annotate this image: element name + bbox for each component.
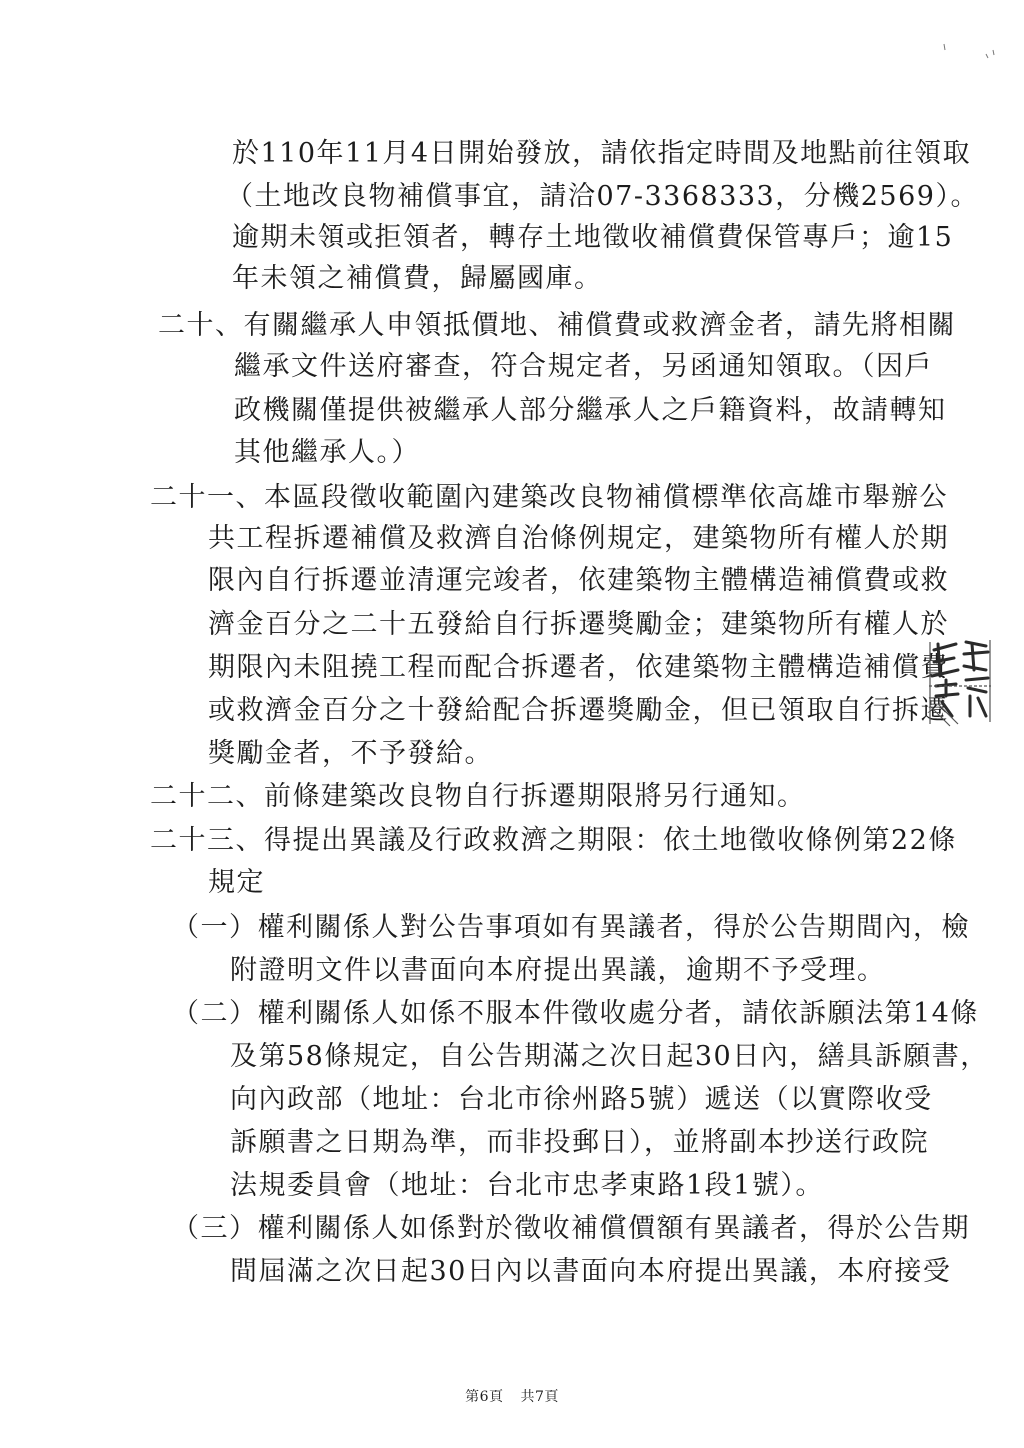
scan-artifact <box>940 38 1000 68</box>
clause-23-3-line-1: （三）權利關係人如係對於徵收補償價額有異議者，得於公告期 <box>172 1213 970 1244</box>
clause-21-line-6: 或救濟金百分之十發給配合拆遷獎勵金，但已領取自行拆遷 <box>208 695 949 726</box>
clause-23-2-line-2: 及第58條規定，自公告期滿之次日起30日內，繕具訴願書， <box>230 1041 989 1072</box>
clause-20-line-3: 政機關僅提供被繼承人部分繼承人之戶籍資料，故請轉知 <box>234 395 947 426</box>
clause-20-line-4: 其他繼承人。） <box>234 437 420 468</box>
clause-23-1-line-1: （一）權利關係人對公告事項如有異議者，得於公告期間內，檢 <box>172 912 970 943</box>
clause-23-line-1: 二十三、得提出異議及行政救濟之期限：依土地徵收條例第22條 <box>150 825 957 856</box>
margin-seal-stamp <box>928 636 992 728</box>
clause-21-line-4: 濟金百分之二十五發給自行拆遷獎勵金；建築物所有權人於 <box>208 609 949 640</box>
clause-23-2-line-5: 法規委員會（地址：台北市忠孝東路1段1號）。 <box>230 1170 824 1201</box>
clause-23-3-line-2: 間屆滿之次日起30日內以書面向本府提出異議，本府接受 <box>230 1256 952 1287</box>
clause-20-line-2: 繼承文件送府審查，符合規定者，另函通知領取。（因戶 <box>234 351 933 382</box>
clause-23-2-line-4: 訴願書之日期為準，而非投郵日），並將副本抄送行政院 <box>230 1127 929 1158</box>
clause-22-line-1: 二十二、前條建築改良物自行拆遷期限將另行通知。 <box>150 781 806 812</box>
clause-21-line-7: 獎勵金者，不予發給。 <box>208 738 493 769</box>
clause-21-line-2: 共工程拆遷補償及救濟自治條例規定，建築物所有權人於期 <box>208 523 949 554</box>
clause-23-1-line-2: 附證明文件以書面向本府提出異議，逾期不予受理。 <box>230 955 886 986</box>
clause-21-line-1: 二十一、本區段徵收範圍內建築改良物補償標準依高雄市舉辦公 <box>150 482 948 513</box>
text-line-3: 逾期未領或拒領者，轉存土地徵收補償費保管專戶；逾15 <box>232 222 954 253</box>
page-footer <box>0 1386 1024 1406</box>
clause-21-line-3: 限內自行拆遷並清運完竣者，依建築物主體構造補償費或救 <box>208 565 949 596</box>
page-total: 共7頁 <box>520 1389 559 1405</box>
page-number: 第6頁 <box>465 1389 504 1405</box>
text-line-4: 年未領之補償費，歸屬國庫。 <box>232 263 603 294</box>
clause-20-line-1: 二十、有關繼承人申領抵價地、補償費或救濟金者，請先將相關 <box>158 310 956 341</box>
text-line-1: 於110年11月4日開始發放，請依指定時間及地點前往領取 <box>232 138 972 169</box>
clause-21-line-5: 期限內未阻撓工程而配合拆遷者，依建築物主體構造補償費 <box>208 652 949 683</box>
text-line-2: （土地改良物補償事宜，請洽07-3368333，分機2569）。 <box>226 181 979 212</box>
clause-23-2-line-1: （二）權利關係人如係不服本件徵收處分者，請依訴願法第14條 <box>172 998 979 1029</box>
clause-23-line-2: 規定 <box>208 867 265 898</box>
clause-23-2-line-3: 向內政部（地址：台北市徐州路5號）遞送（以實際收受 <box>230 1084 933 1115</box>
